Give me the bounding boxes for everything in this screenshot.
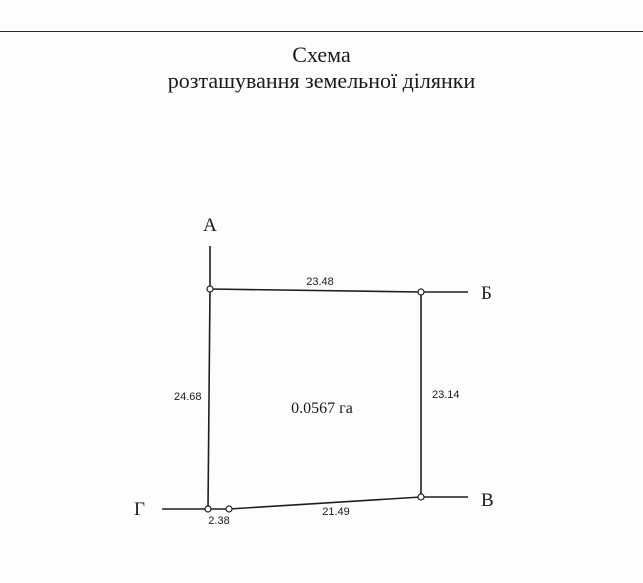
vertex-marker [418, 494, 424, 500]
side-length-west: 24.68 [174, 391, 202, 403]
boundary-north [210, 289, 421, 292]
plot-boundary [208, 289, 421, 509]
vertex-marker [207, 286, 213, 292]
corner-label-a: А [203, 215, 217, 236]
scheme-title: Схема [292, 42, 351, 67]
side-length-east: 23.14 [432, 389, 460, 401]
side-length-south-short: 2.38 [208, 515, 230, 527]
plot-area-label: 0.0567 га [291, 400, 353, 417]
corner-label-v: В [481, 490, 494, 511]
vertex-marker [205, 506, 211, 512]
vertex-marker [226, 506, 232, 512]
side-length-south: 21.49 [322, 506, 350, 518]
corner-label-g: Г [134, 499, 145, 520]
side-length-north: 23.48 [306, 276, 334, 288]
boundary-west [208, 289, 210, 509]
vertex-markers [205, 286, 424, 512]
scheme-subtitle: розташування земельної ділянки [167, 68, 476, 93]
corner-label-b: Б [481, 283, 492, 304]
vertex-marker [418, 289, 424, 295]
